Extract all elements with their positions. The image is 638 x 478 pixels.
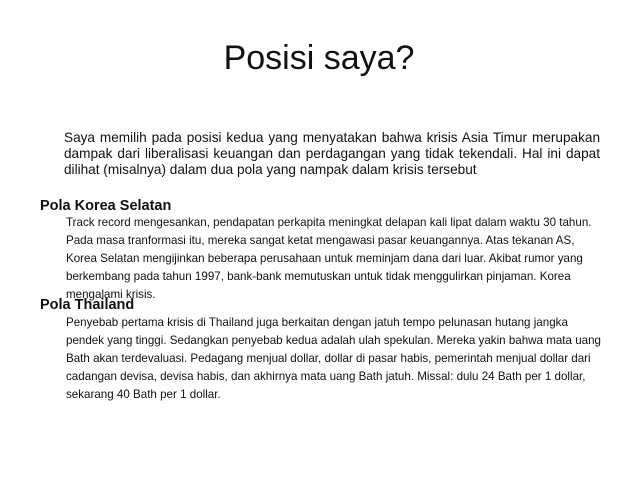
section-heading-korea: Pola Korea Selatan: [40, 198, 172, 214]
intro-paragraph: Saya memilih pada posisi kedua yang menyatakan bahwa krisis Asia Timur merupakan dampak dari liberalisasi keuangan dan perdagangan yang tidak tekendali. Hal ini dapat dilihat (misalnya) dalam dua pola yang nampak dalam krisis tersebut: [64, 130, 600, 177]
slide-title: Posisi saya?: [223, 39, 415, 77]
section-heading-thailand: Pola Thailand: [40, 297, 135, 313]
section-body-korea: Track record mengesankan, pendapatan perkapita meningkat delapan kali lipat dalam waktu 30 tahun. Pada masa tranformasi itu, mereka sangat ketat mengawasi pasar keuangannya. Atas tekanan AS, Korea Selatan mengijinkan beberapa perusahaan untuk meminjam dana dari luar. Akibat rumor yang berkembang pada tahun 1997, bank-bank memutuskan untuk tidak menggulirkan pinjaman. Korea mengalami krisis.: [66, 216, 592, 301]
section-body-thailand: Penyebab pertama krisis di Thailand juga berkaitan dengan jatuh tempo pelunasan hutang jangka pendek yang tinggi. Sedangkan penyebab kedua adalah ulah spekulan. Mereka yakin bahwa mata uang Bath akan terdevaluasi. Pedagang menjual dollar, dollar di pasar habis, pemerintah menjual dollar dari cadangan devisa, devisa habis, dan akhirnya mata uang Bath jatuh. Missal: dulu 24 Bath per 1 dollar, sekarang 40 Bath per 1 dollar.: [66, 316, 601, 401]
